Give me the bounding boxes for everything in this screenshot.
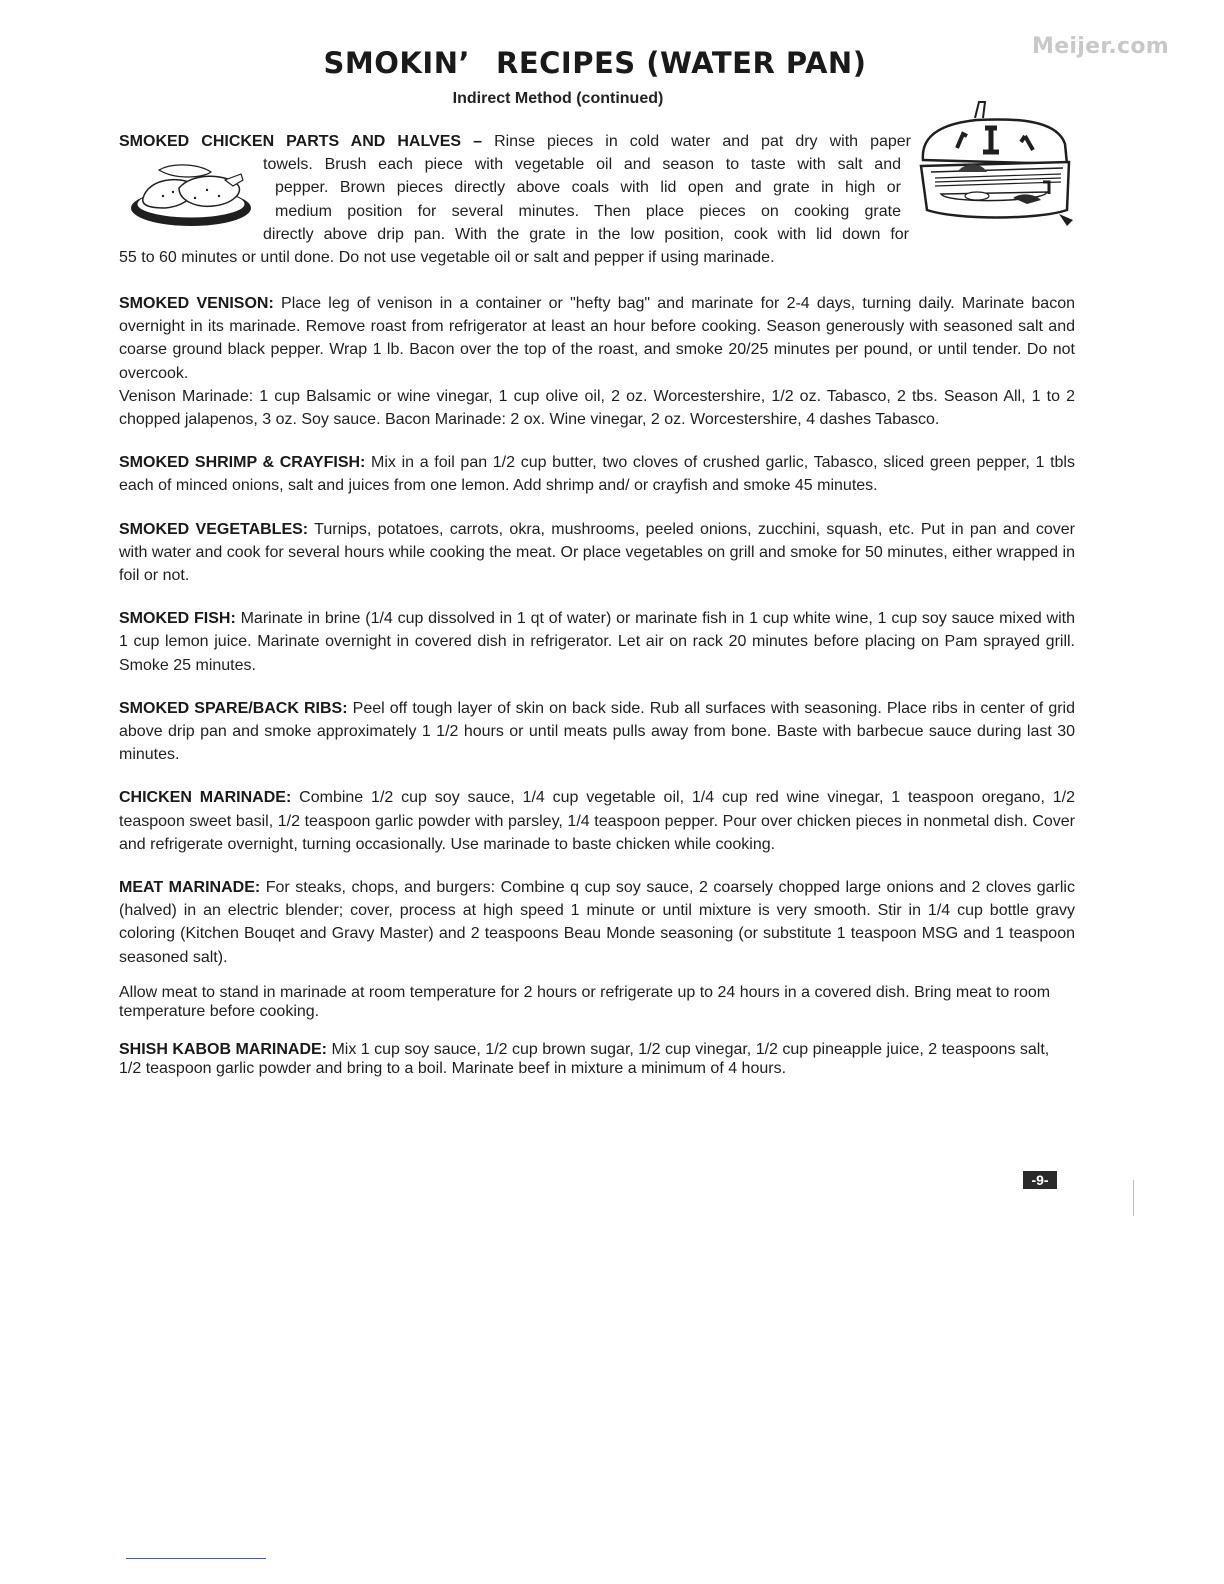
recipe-chicken-marinade <box>119 786 1075 856</box>
venison-text: Place leg of venison in a container or "hefty bag" and marinate for 2-4 days, turning daily. Marinate bacon overnight in its marinade. Remove roast from refrigerator at least an hour before cooking. Season generously with seasoned salt and coarse ground black pepper. Wrap 1 lb. Bacon over the top of the roast, and smoke 20/25 minutes per pound, or until tender. Do not overcook. <box>119 295 1076 382</box>
scan-edge-mark <box>1133 1180 1134 1216</box>
chicken-parts-line-5: directly above drip pan. With the grate in the low position, cook with lid down for <box>263 225 909 243</box>
venison-marinade: Venison Marinade: 1 cup Balsamic or wine vinegar, 1 cup olive oil, 2 oz. Worcestershire, 1/2 oz. Tabasco, 2 tbs. Season All, 1 to 2 chopped jalapenos, 3 oz. Soy sauce. Bacon Marinade: 2 ox. Wine vinegar, 2 oz. Worcestershire, 4 dashes Tabasco. <box>119 387 1075 429</box>
title-part-1: SMOKIN’ <box>323 46 470 80</box>
chicken-parts-line-6: 55 to 60 minutes or until done. Do not use vegetable oil or salt and pepper if using marinade. <box>119 249 775 267</box>
meijer-watermark: Meijer.com <box>1032 34 1169 59</box>
recipe-vegetables <box>119 518 1075 588</box>
heading-chicken-marinade: CHICKEN MARINADE: <box>119 789 292 807</box>
title-part-2: RECIPES (WATER PAN) <box>495 46 867 80</box>
heading-vegetables: SMOKED VEGETABLES: <box>119 520 309 538</box>
recipe-venison <box>119 292 1075 431</box>
recipe-chicken-parts <box>119 130 1075 270</box>
heading-fish: SMOKED FISH: <box>119 610 236 628</box>
recipe-fish <box>119 607 1075 677</box>
chicken-marinade-text: Combine 1/2 cup soy sauce, 1/4 cup vegetable oil, 1/4 cup red wine vinegar, 1 teaspoon oregano, 1/2 teaspoon sweet basil, 1/2 teaspoon garlic powder with parsley, 1/4 teaspoon pepper. Pour over chicken pieces in nonmetal dish. Cover and refrigerate overnight, turning occasionally. Use marinade to baste chicken while cooking. <box>119 789 1075 853</box>
chicken-parts-line-4: medium position for several minutes. Then place pieces on cooking grate <box>275 202 901 220</box>
ribs-text: Peel off tough layer of skin on back side. Rub all surfaces with seasoning. Place ribs in center of grid above drip pan and smoke approximately 1 1/2 hours or until meats pulls away from bone. Baste with barbecue sauce during last 30 minutes. <box>119 699 1076 764</box>
meat-marinade-note-text: Allow meat to stand in marinade at room temperature for 2 hours or refrigerate up to 24 hours in a covered dish. Bring meat to room temperature before cooking. <box>119 983 1051 1021</box>
chicken-parts-line-1: Rinse pieces in cold water and pat dry with paper <box>494 133 912 150</box>
page-number: -9- <box>1023 1171 1057 1189</box>
fish-text: Marinate in brine (1/4 cup dissolved in 1 qt of water) or marinate fish in 1 cup white wine, 1 cup soy sauce mixed with 1 cup lemon juice. Marinate overnight in covered dish in refrigerator. Let air on rack 20 minutes before placing on Pam sprayed grill. Smoke 25 minutes. <box>119 610 1075 674</box>
meat-marinade-text: For steaks, chops, and burgers: Combine q cup soy sauce, 2 coarsely chopped large onions and 2 cloves garlic (halved) in an electric blender; cover, process at high speed 1 minute or until mixture is very smooth. Stir in 1/4 cup bottle gravy coloring (Kitchen Bouqet and Gravy Master) and 2 teaspoons Beau Monde seasoning (or substitute 1 teaspoon MSG and 1 teaspoon seasoned salt). <box>119 879 1075 966</box>
recipe-content <box>119 130 1075 1079</box>
heading-ribs: SMOKED SPARE/BACK RIBS: <box>119 699 348 717</box>
heading-shish-kabob: SHISH KABOB MARINADE: <box>119 1040 327 1058</box>
page-subtitle: Indirect Method (continued) <box>452 90 664 107</box>
chicken-platter-icon <box>129 158 259 230</box>
recipe-shrimp <box>119 451 1075 497</box>
vegetables-text: Turnips, potatoes, carrots, okra, mushrooms, peeled onions, zucchini, squash, etc. Put in pan and cover with water and cook for several hours while cooking the meat. Or place vegetables on grill and smoke for 50 minutes, either wrapped in foil or not. <box>119 520 1076 585</box>
meat-marinade-note <box>119 983 1075 1022</box>
page-title <box>0 46 1190 80</box>
chicken-parts-line-3: pepper. Brown pieces directly above coals with lid open and grate in high or <box>275 179 901 197</box>
heading-meat-marinade: MEAT MARINADE: <box>119 879 261 897</box>
heading-chicken-parts: SMOKED CHICKEN PARTS AND HALVES – <box>119 133 483 150</box>
recipe-meat-marinade <box>119 876 1075 969</box>
shish-kabob-text: Mix 1 cup soy sauce, 1/2 cup brown sugar, 1/2 cup vinegar, 1/2 cup pineapple juice, 2 teaspoons salt, 1/2 teaspoon garlic powder and bring to a boil. Marinate beef in mixture a minimum of 4 hours. <box>119 1040 1050 1078</box>
recipe-shish-kabob <box>119 1040 1075 1079</box>
recipe-ribs <box>119 697 1075 767</box>
heading-shrimp: SMOKED SHRIMP & CRAYFISH: <box>119 454 366 472</box>
bottom-rule <box>126 1558 266 1559</box>
smoker-grill-icon <box>917 98 1075 238</box>
shrimp-text: Mix in a foil pan 1/2 cup butter, two cloves of crushed garlic, Tabasco, sliced green pepper, 1 tbls each of minced onions, salt and juices from one lemon. Add shrimp and/ or crayfish and smoke 45 minutes. <box>119 454 1075 495</box>
heading-venison: SMOKED VENISON: <box>119 295 274 312</box>
chicken-parts-line-2: towels. Brush each piece with vegetable oil and season to taste with salt and <box>263 156 901 174</box>
